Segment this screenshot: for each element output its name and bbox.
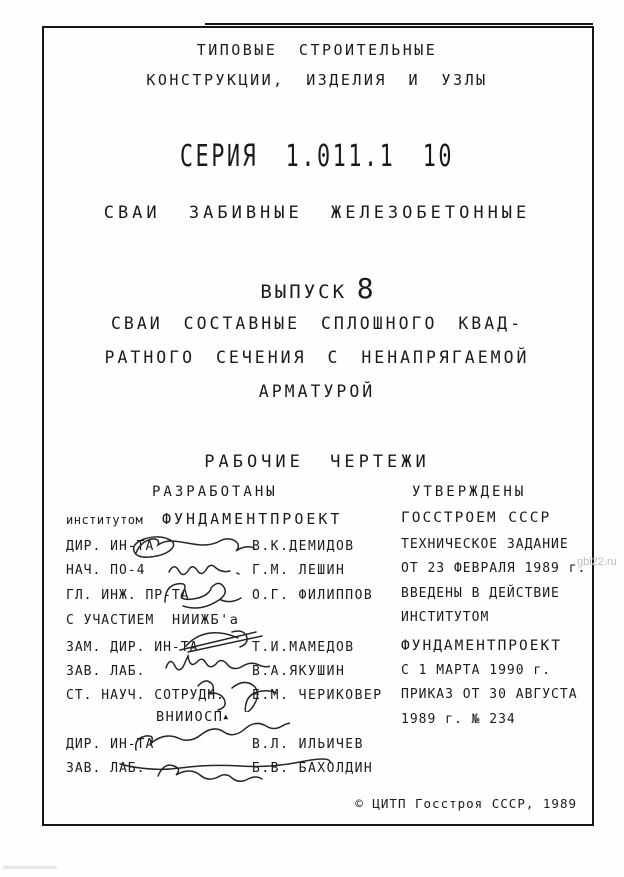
signatory-role: СТ. НАУЧ. СОТРУДН. bbox=[66, 688, 225, 703]
header-line-2: КОНСТРУКЦИИ, ИЗДЕЛИЯ И УЗЛЫ bbox=[146, 71, 488, 89]
institute-label: институтом bbox=[66, 513, 144, 527]
signatory-role: ЗАВ. ЛАБ. bbox=[66, 664, 146, 679]
site-watermark: gbi22.ru bbox=[577, 556, 617, 568]
approved-line: ГОССТРОЕМ СССР bbox=[401, 510, 552, 526]
corner-watermark-smudge bbox=[3, 866, 57, 869]
signature-filippov bbox=[155, 578, 255, 610]
page-border-top-step bbox=[205, 23, 593, 25]
drawings-title: РАБОЧИЕ ЧЕРТЕЖИ bbox=[204, 452, 430, 472]
document-subtitle: СВАИ ЗАБИВНЫЕ ЖЕЛЕЗОБЕТОННЫЕ bbox=[103, 203, 531, 223]
approved-line: ВВЕДЕНЫ В ДЕЙСТВИЕ bbox=[401, 586, 560, 601]
vniiosp-org-name: ВНИИОСП bbox=[156, 709, 224, 725]
signature-demidov bbox=[128, 531, 256, 561]
approved-line: ПРИКАЗ ОТ 30 АВГУСТА bbox=[401, 687, 578, 702]
signatory-name: Б.В. БАХОЛДИН bbox=[252, 761, 374, 776]
header-line-1: ТИПОВЫЕ СТРОИТЕЛЬНЫЕ bbox=[196, 41, 438, 59]
approved-heading: УТВЕРЖДЕНЫ bbox=[412, 484, 527, 500]
signatory-role: ДИР. ИН-ТА bbox=[66, 737, 155, 752]
signatory-role: ГЛ. ИНЖ. ПР-ТА bbox=[66, 588, 190, 603]
approved-line: ОТ 23 ФЕВРАЛЯ 1989 г. bbox=[401, 561, 587, 576]
signatory-name: О.Г. ФИЛИППОВ bbox=[252, 588, 374, 603]
developed-heading: РАЗРАБОТАНЫ bbox=[152, 484, 278, 500]
issue-number: 8 bbox=[356, 272, 374, 305]
signatory-name: В.К.ДЕМИДОВ bbox=[252, 539, 355, 554]
issue-word: ВЫПУСК bbox=[260, 281, 348, 303]
participation-label: С УЧАСТИЕМ bbox=[66, 613, 155, 628]
approved-line: 1989 г. № 234 bbox=[401, 712, 516, 727]
signature-leshin bbox=[165, 558, 247, 580]
approved-line: С 1 МАРТА 1990 г. bbox=[401, 663, 552, 678]
copyright-notice: © ЦИТП Госстроя СССР, 1989 bbox=[355, 796, 577, 811]
series-title: СЕРИЯ 1.011.1 10 bbox=[179, 139, 455, 175]
signatory-name: Г.М. ЛЕШИН bbox=[252, 563, 346, 578]
signatory-name: Т.И.МАМЕДОВ bbox=[252, 640, 355, 655]
signatory-name: В.Л. ИЛЬИЧЕВ bbox=[252, 737, 364, 752]
footnote-triangle-marker: ▲ bbox=[223, 712, 230, 721]
issue-line bbox=[44, 272, 590, 305]
approved-line: ТЕХНИЧЕСКОЕ ЗАДАНИЕ bbox=[401, 537, 569, 552]
issue-desc-line-3: АРМАТУРОЙ bbox=[258, 382, 376, 401]
signatory-role: ЗАМ. ДИР. ИН-ТА bbox=[66, 640, 199, 655]
signatory-role: ЗАВ. ЛАБ. bbox=[66, 761, 146, 776]
signatory-role: ДИР. ИН-ТА bbox=[66, 539, 155, 554]
participation-org: НИИЖБ'а bbox=[172, 612, 240, 628]
signatory-name: Е.М. ЧЕРИКОВЕР bbox=[252, 688, 383, 703]
signatory-name: В.А.ЯКУШИН bbox=[252, 664, 346, 679]
institute-name: ФУНДАМЕНТПРОЕКТ bbox=[162, 510, 343, 528]
approved-line: ИНСТИТУТОМ bbox=[401, 610, 490, 625]
signatory-role: НАЧ. ПО-4 bbox=[66, 563, 146, 578]
approved-line: ФУНДАМЕНТПРОЕКТ bbox=[401, 638, 562, 654]
issue-desc-line-1: СВАИ СОСТАВНЫЕ СПЛОШНОГО КВАД- bbox=[110, 314, 523, 333]
issue-desc-line-2: РАТНОГО СЕЧЕНИЯ С НЕНАПРЯГАЕМОЙ bbox=[104, 348, 530, 367]
